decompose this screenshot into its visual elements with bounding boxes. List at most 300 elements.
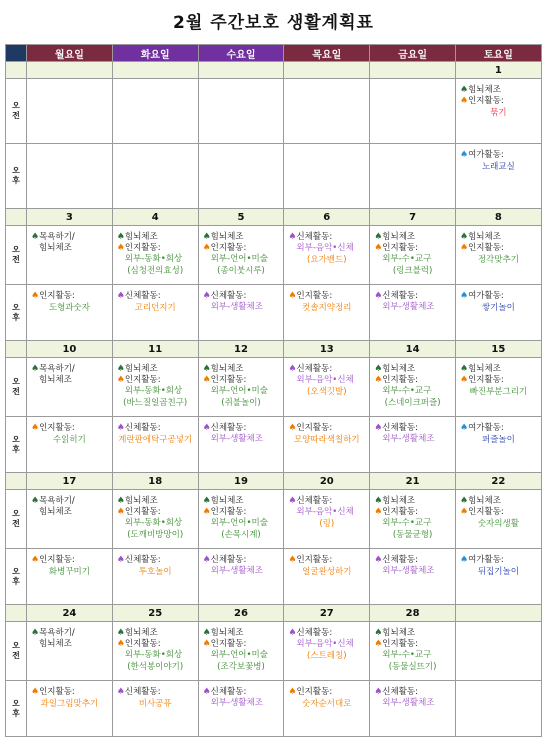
schedule-cell bbox=[198, 622, 284, 681]
activity-block bbox=[456, 490, 541, 530]
activity-note: 수읽히기 bbox=[52, 435, 86, 445]
activity-block bbox=[456, 285, 541, 314]
activity-text: 외부-언어•미술 bbox=[210, 518, 268, 528]
date-cell: 3 bbox=[27, 209, 113, 226]
activity-block bbox=[27, 285, 112, 314]
activity-text: 외부-음악•신체 bbox=[296, 639, 354, 649]
pm-row bbox=[6, 285, 542, 341]
schedule-cell bbox=[27, 549, 113, 605]
activity-line bbox=[115, 507, 196, 518]
activity-block bbox=[113, 79, 198, 85]
activity-line bbox=[29, 423, 110, 434]
activity-block bbox=[199, 622, 284, 673]
activity-text: 힘뇌체조 bbox=[468, 232, 501, 242]
spade-orange-icon: ♠ bbox=[202, 639, 211, 649]
activity-block bbox=[199, 358, 284, 409]
activity-line bbox=[201, 291, 282, 302]
activity-block bbox=[27, 358, 112, 386]
activity-block bbox=[199, 144, 284, 150]
am-row bbox=[6, 490, 542, 549]
activity-block bbox=[370, 681, 455, 709]
activity-block bbox=[370, 144, 455, 150]
date-cell: 25 bbox=[112, 605, 198, 622]
activity-block bbox=[27, 79, 112, 85]
spade-icon: ♠ bbox=[31, 628, 40, 638]
activity-block bbox=[284, 681, 369, 710]
activity-text: 힘뇌체조 bbox=[39, 375, 72, 385]
activity-text: 외부-언어•미술 bbox=[210, 386, 268, 396]
date-cell: 12 bbox=[198, 341, 284, 358]
activity-line bbox=[286, 291, 367, 302]
activity-text: 힘뇌체조 bbox=[124, 364, 158, 374]
spade-purple-icon: ♠ bbox=[374, 291, 383, 301]
activity-block bbox=[113, 622, 198, 673]
date-row bbox=[6, 473, 542, 490]
schedule-cell bbox=[455, 622, 541, 681]
activity-note: 묶기 bbox=[490, 108, 507, 118]
activity-line bbox=[286, 375, 367, 386]
activity-line bbox=[372, 650, 453, 661]
schedule-cell bbox=[27, 622, 113, 681]
activity-line bbox=[29, 291, 110, 302]
activity-block bbox=[284, 285, 369, 314]
activity-text: 힘뇌체조 bbox=[468, 85, 501, 95]
spade-purple-icon: ♠ bbox=[288, 628, 297, 638]
schedule-cell bbox=[198, 79, 284, 144]
activity-text: 힘뇌체조 bbox=[39, 507, 72, 517]
activity-line bbox=[201, 375, 282, 386]
activity-line bbox=[458, 364, 539, 375]
schedule-cell bbox=[284, 681, 370, 737]
spade-icon: ♠ bbox=[116, 232, 125, 242]
activity-text: 목욕하기/ bbox=[39, 628, 75, 638]
activity-text: 신체활동: bbox=[382, 687, 418, 697]
activity-text: 인지활동: bbox=[210, 507, 247, 517]
period-label bbox=[6, 490, 27, 549]
schedule-cell bbox=[27, 226, 113, 285]
date-row-corner bbox=[6, 209, 27, 226]
activity-block bbox=[113, 490, 198, 541]
activity-text: 인지활동: bbox=[296, 687, 333, 697]
spade-orange-icon: ♠ bbox=[116, 639, 125, 649]
schedule-cell bbox=[198, 358, 284, 417]
activity-text: 신체활동: bbox=[124, 555, 161, 565]
activity-note: (조각보꽃병) bbox=[217, 662, 265, 672]
activity-text: 인지활동: bbox=[39, 555, 75, 565]
activity-line bbox=[372, 254, 453, 265]
activity-line bbox=[201, 254, 282, 265]
activity-line bbox=[115, 555, 196, 566]
activity-line bbox=[372, 628, 453, 639]
activity-block bbox=[370, 285, 455, 313]
activity-line bbox=[372, 639, 453, 650]
date-row-corner bbox=[6, 605, 27, 622]
activity-line bbox=[29, 364, 110, 375]
activity-line bbox=[458, 496, 539, 507]
activity-text: 여가활동: bbox=[468, 423, 504, 433]
pm-row bbox=[6, 681, 542, 737]
activity-text: 외부-언어•미술 bbox=[210, 650, 268, 660]
period-label-char: 오 bbox=[12, 434, 20, 444]
activity-line bbox=[458, 96, 539, 107]
activity-text: 여가활동: bbox=[468, 555, 504, 565]
schedule-cell bbox=[27, 490, 113, 549]
period-label-char: 오 bbox=[12, 245, 20, 254]
activity-text: 인지활동: bbox=[468, 96, 504, 106]
activity-block bbox=[456, 549, 541, 578]
date-cell: 7 bbox=[370, 209, 456, 226]
spade-orange-icon: ♠ bbox=[459, 375, 469, 385]
period-label-char: 후 bbox=[12, 312, 20, 322]
activity-block bbox=[284, 622, 369, 662]
activity-line bbox=[201, 386, 282, 397]
activity-text: 인지활동: bbox=[296, 291, 333, 301]
schedule-cell bbox=[112, 358, 198, 417]
activity-line bbox=[115, 496, 196, 507]
spade-icon: ♠ bbox=[374, 496, 383, 506]
activity-note: (요가밴드) bbox=[307, 255, 347, 265]
day-header: 금요일 bbox=[370, 45, 456, 62]
activity-block bbox=[27, 490, 112, 518]
spade-icon: ♠ bbox=[31, 364, 40, 374]
activity-line bbox=[458, 291, 539, 302]
activity-line bbox=[286, 423, 367, 434]
activity-line bbox=[29, 507, 110, 518]
date-cell: 15 bbox=[455, 341, 541, 358]
activity-text: 외부-동화•회상 bbox=[124, 254, 183, 264]
schedule-cell bbox=[370, 226, 456, 285]
spade-blue-icon: ♠ bbox=[459, 555, 469, 565]
activity-block bbox=[113, 549, 198, 578]
spade-orange-icon: ♠ bbox=[202, 507, 211, 517]
am-row bbox=[6, 622, 542, 681]
activity-text: 인지활동: bbox=[468, 375, 504, 385]
activity-line bbox=[115, 687, 196, 698]
schedule-cell bbox=[198, 226, 284, 285]
activity-text: 인지활동: bbox=[124, 243, 161, 253]
period-label bbox=[6, 622, 27, 681]
spade-blue-icon: ♠ bbox=[459, 150, 469, 160]
schedule-cell bbox=[198, 549, 284, 605]
period-label-char: 후 bbox=[12, 708, 20, 718]
activity-text: 힘뇌체조 bbox=[210, 628, 244, 638]
activity-note: 얼굴완성하기 bbox=[302, 567, 352, 577]
spade-icon: ♠ bbox=[116, 496, 125, 506]
activity-line bbox=[372, 386, 453, 397]
schedule-cell bbox=[455, 358, 541, 417]
activity-text: 인지활동: bbox=[382, 243, 418, 253]
activity-line bbox=[458, 85, 539, 96]
activity-line bbox=[372, 364, 453, 375]
activity-line bbox=[372, 496, 453, 507]
activity-line bbox=[201, 232, 282, 243]
activity-note: (한석봉이야기) bbox=[127, 662, 184, 672]
period-label-char: 오 bbox=[12, 302, 20, 312]
schedule-cell bbox=[198, 490, 284, 549]
activity-block bbox=[199, 79, 284, 85]
activity-text: 인지활동: bbox=[296, 423, 333, 433]
activity-note: 모양따라색칠하기 bbox=[293, 435, 360, 445]
period-label-char: 전 bbox=[12, 255, 20, 264]
activity-line bbox=[372, 566, 453, 577]
schedule-cell bbox=[370, 681, 456, 737]
activity-line bbox=[372, 302, 453, 313]
period-label-char: 오 bbox=[12, 101, 20, 110]
activity-line bbox=[201, 434, 282, 445]
date-row-corner bbox=[6, 341, 27, 358]
schedule-cell bbox=[112, 285, 198, 341]
am-row bbox=[6, 79, 542, 144]
activity-block bbox=[284, 490, 369, 530]
spade-orange-icon: ♠ bbox=[202, 375, 211, 385]
activity-text: 여가활동: bbox=[468, 291, 504, 301]
schedule-cell bbox=[455, 226, 541, 285]
day-header: 수요일 bbox=[198, 45, 284, 62]
activity-text: 외부-수•교구 bbox=[382, 650, 432, 660]
spade-purple-icon: ♠ bbox=[374, 555, 383, 565]
spade-orange-icon: ♠ bbox=[459, 243, 469, 253]
activity-note: (도깨비방망이) bbox=[127, 530, 184, 540]
spade-icon: ♠ bbox=[116, 364, 125, 374]
activity-text: 인지활동: bbox=[468, 507, 504, 517]
spade-orange-icon: ♠ bbox=[374, 375, 383, 385]
schedule-cell bbox=[284, 226, 370, 285]
activity-line bbox=[372, 698, 453, 709]
date-cell: 14 bbox=[370, 341, 456, 358]
activity-line bbox=[372, 423, 453, 434]
activity-text: 외부-음악•신체 bbox=[296, 507, 354, 517]
period-label bbox=[6, 226, 27, 285]
activity-text: 신체활동: bbox=[382, 423, 418, 433]
spade-purple-icon: ♠ bbox=[202, 423, 211, 433]
schedule-cell bbox=[112, 681, 198, 737]
activity-text: 신체활동: bbox=[296, 628, 333, 638]
schedule-cell bbox=[370, 622, 456, 681]
activity-note: 과일그림맞추기 bbox=[40, 699, 99, 709]
spade-icon: ♠ bbox=[374, 232, 383, 242]
spade-icon: ♠ bbox=[459, 85, 469, 95]
activity-block bbox=[27, 417, 112, 446]
spade-purple-icon: ♠ bbox=[288, 496, 297, 506]
period-label-char: 오 bbox=[12, 566, 20, 576]
activity-note: (바느질일곱친구) bbox=[123, 398, 188, 408]
period-label-char: 오 bbox=[12, 166, 20, 175]
activity-text: 외부-생활체조 bbox=[210, 566, 263, 576]
activity-note: (오색깃발) bbox=[307, 387, 347, 397]
activity-line bbox=[29, 687, 110, 698]
activity-line bbox=[115, 650, 196, 661]
activity-text: 힘뇌체조 bbox=[382, 628, 416, 638]
date-cell: 10 bbox=[27, 341, 113, 358]
activity-note: 화병꾸미기 bbox=[48, 567, 90, 577]
activity-line bbox=[458, 150, 539, 161]
activity-text: 인지활동: bbox=[124, 639, 161, 649]
spade-purple-icon: ♠ bbox=[116, 687, 125, 697]
activity-text: 힘뇌체조 bbox=[382, 496, 416, 506]
spade-orange-icon: ♠ bbox=[459, 96, 469, 106]
activity-text: 인지활동: bbox=[296, 555, 333, 565]
activity-line bbox=[201, 302, 282, 313]
spade-orange-icon: ♠ bbox=[116, 243, 125, 253]
activity-block bbox=[199, 549, 284, 577]
activity-block bbox=[370, 549, 455, 577]
spade-icon: ♠ bbox=[459, 364, 469, 374]
date-cell bbox=[370, 62, 456, 79]
activity-line bbox=[372, 375, 453, 386]
activity-text: 외부-음악•신체 bbox=[296, 375, 354, 385]
date-cell: 28 bbox=[370, 605, 456, 622]
activity-text: 신체활동: bbox=[296, 496, 333, 506]
date-cell: 18 bbox=[112, 473, 198, 490]
activity-block bbox=[113, 681, 198, 710]
schedule-cell bbox=[198, 417, 284, 473]
activity-block bbox=[284, 144, 369, 150]
activity-line bbox=[29, 555, 110, 566]
activity-block bbox=[199, 417, 284, 445]
activity-line bbox=[286, 555, 367, 566]
spade-icon: ♠ bbox=[459, 232, 469, 242]
activity-text: 힘뇌체조 bbox=[382, 364, 416, 374]
activity-text: 목욕하기/ bbox=[39, 364, 75, 374]
pm-row bbox=[6, 144, 542, 209]
schedule-table bbox=[5, 44, 542, 737]
activity-text: 외부-동화•회상 bbox=[124, 650, 183, 660]
date-cell bbox=[455, 605, 541, 622]
schedule-cell bbox=[370, 358, 456, 417]
day-header: 토요일 bbox=[455, 45, 541, 62]
activity-text: 신체활동: bbox=[124, 423, 161, 433]
activity-text: 외부-언어•미술 bbox=[210, 254, 268, 264]
spade-icon: ♠ bbox=[202, 496, 211, 506]
period-label bbox=[6, 144, 27, 209]
date-row-corner bbox=[6, 62, 27, 79]
activity-line bbox=[458, 232, 539, 243]
activity-block bbox=[27, 681, 112, 710]
activity-text: 인지활동: bbox=[210, 375, 247, 385]
schedule-cell bbox=[455, 490, 541, 549]
schedule-cell bbox=[370, 490, 456, 549]
activity-text: 외부-동화•회상 bbox=[124, 518, 183, 528]
activity-block bbox=[284, 549, 369, 578]
activity-line bbox=[115, 364, 196, 375]
activity-block bbox=[456, 358, 541, 398]
activity-line bbox=[372, 507, 453, 518]
schedule-cell bbox=[284, 285, 370, 341]
spade-blue-icon: ♠ bbox=[459, 423, 469, 433]
pm-row bbox=[6, 417, 542, 473]
schedule-cell bbox=[112, 79, 198, 144]
activity-line bbox=[201, 496, 282, 507]
period-label-char: 전 bbox=[12, 111, 20, 120]
activity-text: 외부-생활체조 bbox=[210, 302, 263, 312]
spade-orange-icon: ♠ bbox=[31, 291, 40, 301]
activity-line bbox=[29, 243, 110, 254]
pm-row bbox=[6, 549, 542, 605]
activity-note: 쌓기놀이 bbox=[481, 303, 515, 313]
schedule-cell bbox=[284, 490, 370, 549]
activity-line bbox=[286, 628, 367, 639]
activity-block bbox=[370, 622, 455, 673]
activity-line bbox=[458, 507, 539, 518]
schedule-cell bbox=[284, 417, 370, 473]
activity-block bbox=[370, 417, 455, 445]
activity-block bbox=[456, 144, 541, 173]
activity-line bbox=[115, 639, 196, 650]
date-cell: 20 bbox=[284, 473, 370, 490]
activity-text: 인지활동: bbox=[124, 507, 161, 517]
schedule-cell bbox=[112, 417, 198, 473]
spade-orange-icon: ♠ bbox=[374, 639, 383, 649]
date-cell: 13 bbox=[284, 341, 370, 358]
activity-block bbox=[456, 79, 541, 119]
activity-text: 목욕하기/ bbox=[39, 496, 75, 506]
date-cell: 26 bbox=[198, 605, 284, 622]
schedule-cell bbox=[284, 358, 370, 417]
spade-orange-icon: ♠ bbox=[288, 555, 297, 565]
activity-note: (손목시계) bbox=[221, 530, 261, 540]
activity-line bbox=[372, 434, 453, 445]
activity-note: 퍼즐놀이 bbox=[481, 435, 515, 445]
activity-line bbox=[201, 639, 282, 650]
activity-line bbox=[201, 423, 282, 434]
activity-note: 계란판에탁구공넣기 bbox=[118, 435, 193, 445]
activity-line bbox=[458, 423, 539, 434]
activity-text: 인지활동: bbox=[210, 243, 247, 253]
period-label bbox=[6, 79, 27, 144]
activity-text: 인지활동: bbox=[39, 687, 75, 697]
activity-line bbox=[115, 423, 196, 434]
date-cell: 1 bbox=[455, 62, 541, 79]
spade-orange-icon: ♠ bbox=[288, 423, 297, 433]
spade-icon: ♠ bbox=[31, 496, 40, 506]
date-row bbox=[6, 62, 542, 79]
spade-purple-icon: ♠ bbox=[202, 687, 211, 697]
date-cell bbox=[112, 62, 198, 79]
activity-text: 힘뇌체조 bbox=[124, 628, 158, 638]
activity-text: 인지활동: bbox=[39, 291, 75, 301]
schedule-cell bbox=[284, 79, 370, 144]
schedule-cell bbox=[27, 681, 113, 737]
activity-text: 신체활동: bbox=[210, 687, 247, 697]
date-cell: 17 bbox=[27, 473, 113, 490]
date-row bbox=[6, 209, 542, 226]
period-label-char: 후 bbox=[12, 444, 20, 454]
activity-text: 신체활동: bbox=[124, 687, 161, 697]
activity-line bbox=[29, 496, 110, 507]
activity-line bbox=[458, 243, 539, 254]
day-header: 목요일 bbox=[284, 45, 370, 62]
activity-text: 여가활동: bbox=[468, 150, 504, 160]
spade-icon: ♠ bbox=[202, 628, 211, 638]
activity-text: 신체활동: bbox=[124, 291, 161, 301]
activity-note: (종이붓시루) bbox=[217, 266, 265, 276]
activity-text: 목욕하기/ bbox=[39, 232, 75, 242]
activity-text: 신체활동: bbox=[382, 555, 418, 565]
date-cell: 27 bbox=[284, 605, 370, 622]
am-row bbox=[6, 358, 542, 417]
activity-block bbox=[370, 490, 455, 541]
activity-line bbox=[372, 291, 453, 302]
activity-block bbox=[370, 79, 455, 85]
activity-text: 인지활동: bbox=[382, 639, 418, 649]
date-cell: 11 bbox=[112, 341, 198, 358]
activity-block bbox=[199, 681, 284, 709]
spade-orange-icon: ♠ bbox=[31, 687, 40, 697]
schedule-cell bbox=[27, 144, 113, 209]
activity-block bbox=[284, 226, 369, 266]
period-label bbox=[6, 358, 27, 417]
schedule-cell bbox=[455, 681, 541, 737]
